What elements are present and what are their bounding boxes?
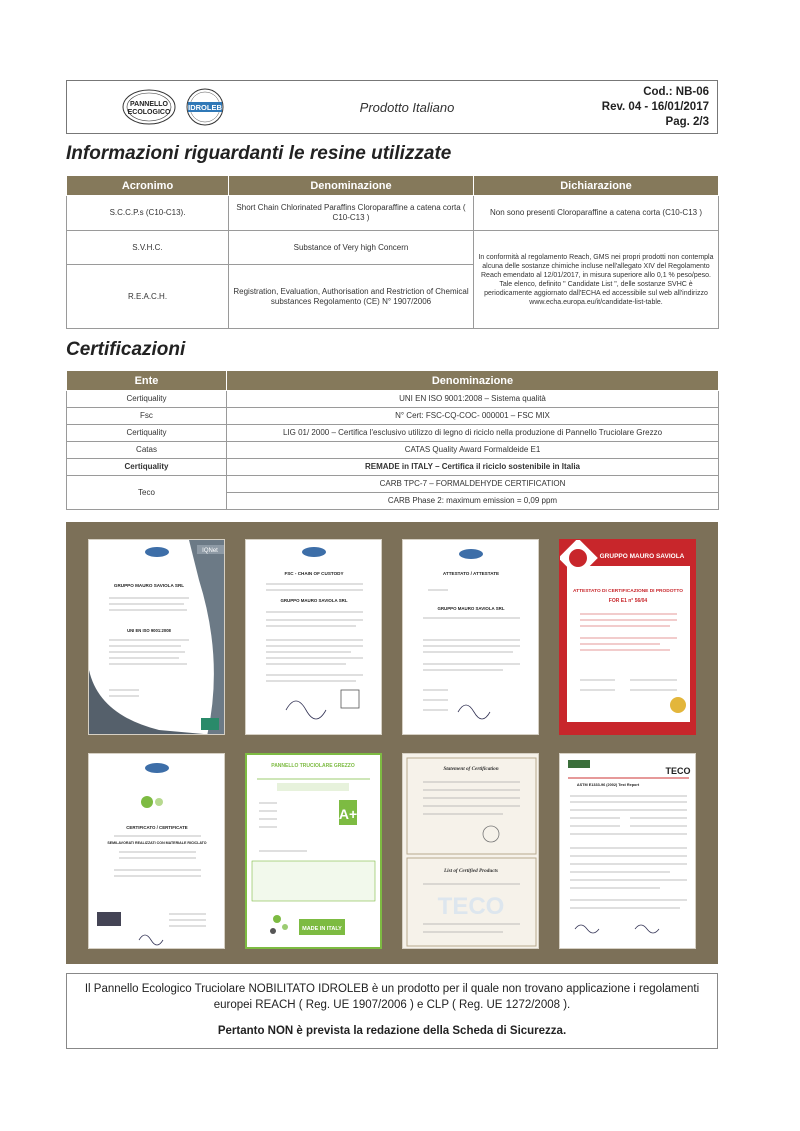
resins-header-row [67, 176, 719, 196]
pannello-ecologico-logo [121, 87, 177, 127]
name-cell: Short Chain Chlorinated Paraffins Cloroparaffine a catena corta ( C10-C13 ) [229, 196, 474, 231]
certifications-header-name: Denominazione [227, 371, 719, 391]
table-row [67, 196, 719, 231]
table-row [67, 408, 719, 425]
thumb4-heading: GRUPPO MAURO SAVIOLA [599, 553, 685, 560]
footer-text: Il Pannello Ecologico Truciolare NOBILITATO IDROLEB è un prodotto per il quale non trovano applicazione i regolamenti europei REACH ( Reg. UE 1907/2006 ) e CLP ( Reg. UE 1272/2008 ). [84, 983, 700, 1011]
certifications-section-title: Certificazioni [66, 339, 186, 360]
teco-brand: TECO [665, 766, 691, 776]
acronym-cell: S.C.C.P.s (C10-C13). [67, 196, 229, 231]
certificate-thumbnail-fsc[interactable] [245, 539, 382, 735]
logo1-line2: ECOLOGICO [127, 109, 171, 116]
header-title: Prodotto Italiano [359, 100, 455, 115]
entity-cell: Catas [67, 442, 227, 459]
certification-name-cell: CARB Phase 2: maximum emission = 0,09 ppm [227, 493, 719, 510]
thumb7-sub: List of Certified Products [443, 868, 499, 874]
footer-notice [66, 973, 718, 1049]
table-row [67, 231, 719, 265]
document-code: Cod.: NB-06 [643, 86, 709, 98]
certifications-header-row [67, 371, 719, 391]
document-revision: Rev. 04 - 16/01/2017 [601, 101, 709, 113]
acronym-cell: S.V.H.C. [67, 231, 229, 265]
certification-name-cell: CATAS Quality Award Formaldeide E1 [227, 442, 719, 459]
thumb7-heading: Statement of Certification [443, 766, 499, 772]
thumb3-heading: ATTESTATO / ATTESTATE [442, 571, 500, 576]
certificate-thumbnail-teco-statement[interactable] [402, 753, 539, 949]
idroleb-logo [182, 87, 228, 127]
name-cell: Substance of Very high Concern [229, 231, 474, 265]
resins-table [66, 175, 719, 329]
resins-header-name: Denominazione [229, 176, 474, 196]
certificate-thumbnail-pannello-grezzo[interactable] [245, 753, 382, 949]
logo1-line1: PANNELLO [130, 101, 168, 108]
certification-name-cell: UNI EN ISO 9001:2008 – Sistema qualità [227, 391, 719, 408]
footer-bold-notice: Pertanto NON è prevista la redazione della Scheda di Sicurezza. [217, 1025, 567, 1037]
table-row [67, 459, 719, 476]
certifications-table [66, 370, 719, 510]
certificate-thumbnail-remade[interactable] [88, 753, 225, 949]
page-number: Pag. 2/3 [665, 116, 709, 128]
table-row [67, 476, 719, 493]
certification-name-cell: CARB TPC-7 – FORMALDEHYDE CERTIFICATION [227, 476, 719, 493]
thumb1-heading: GRUPPO MAURO SAVIOLA SRL [113, 583, 185, 588]
resins-header-acronym: Acronimo [67, 176, 229, 196]
entity-cell: Certiquality [67, 391, 227, 408]
thumb3-sub: GRUPPO MAURO SAVIOLA SRL [437, 606, 505, 611]
table-row [67, 425, 719, 442]
thumb6-heading: PANNELLO TRUCIOLARE GREZZO [271, 763, 355, 769]
table-row [67, 391, 719, 408]
document-header [66, 80, 718, 134]
entity-cell: Certiquality [67, 459, 227, 476]
certification-name-cell: N° Cert: FSC-CQ-COC- 000001 – FSC MIX [227, 408, 719, 425]
thumb5-sub: SEMILAVORATI REALIZZATI CON MATERIALE RICICLATO [107, 841, 207, 845]
entity-cell: Fsc [67, 408, 227, 425]
name-cell: Registration, Evaluation, Authorisation and Restriction of Chemical substances Regolamento (CE) N° 1907/2006 [229, 265, 474, 329]
acronym-cell: R.E.A.C.H. [67, 265, 229, 329]
teco-watermark: TECO [437, 893, 505, 920]
certification-name-cell: LIG 01/ 2000 – Certifica l'esclusivo utilizzo di legno di riciclo nella produzione di Pannello Truciolare Grezzo [227, 425, 719, 442]
certificate-thumbnail-catas[interactable] [559, 539, 696, 735]
reach-declaration-cell: In conformità al regolamento Reach, GMS nei propri prodotti non contempla alcuna delle sostanze chimiche incluse nell'allegato XIV del Regolamento Reach emendato al 12/01/2017, in misura superiore allo 0,1 % peso/peso. Tale elenco, definito " Candidate List ", delle sostanze SVHC è periodicamente aggiornato dall'ECHA ed accessibile sul web all'indirizzo www.echa.europa.eu/it/candidate-list-table. [474, 231, 719, 329]
energy-grade-label: A+ [338, 806, 358, 822]
thumb8-heading: ASTM E1333-96 (2002) Test Report [576, 783, 640, 787]
logo2-text: IDROLEB [188, 103, 222, 112]
thumb5-heading: CERTIFICATO / CERTIFICATE [126, 825, 188, 830]
resins-section-title: Informazioni riguardanti le resine utilizzate [66, 143, 452, 164]
header-meta [602, 85, 709, 130]
declaration-cell: Non sono presenti Cloroparaffine a catena corta (C10-C13 ) [474, 196, 719, 231]
thumb2-sub: GRUPPO MAURO SAVIOLA SRL [280, 598, 348, 603]
certificate-gallery [66, 522, 718, 964]
thumb2-heading: FSC - CHAIN OF CUSTODY [284, 571, 344, 576]
certification-name-cell: REMADE in ITALY – Certifica il riciclo sostenibile in Italia [227, 459, 719, 476]
certifications-header-entity: Ente [67, 371, 227, 391]
certificate-thumbnail-attestato[interactable] [402, 539, 539, 735]
resins-header-declaration: Dichiarazione [474, 176, 719, 196]
iqnet-tag: IQNet [202, 548, 218, 554]
thumb4-sub2: FOR E1 n° 56/04 [608, 598, 648, 604]
made-in-italy-badge: MADE IN ITALY [302, 926, 342, 932]
entity-cell: Certiquality [67, 425, 227, 442]
thumb4-sub: ATTESTATO DI CERTIFICAZIONE DI PRODOTTO [573, 589, 683, 594]
certificate-thumbnail-iso9001[interactable] [88, 539, 225, 735]
certificate-thumbnail-teco-report[interactable] [559, 753, 696, 949]
table-row [67, 442, 719, 459]
entity-cell: Teco [67, 476, 227, 510]
thumb1-sub: UNI EN ISO 9001:2008 [127, 628, 171, 633]
